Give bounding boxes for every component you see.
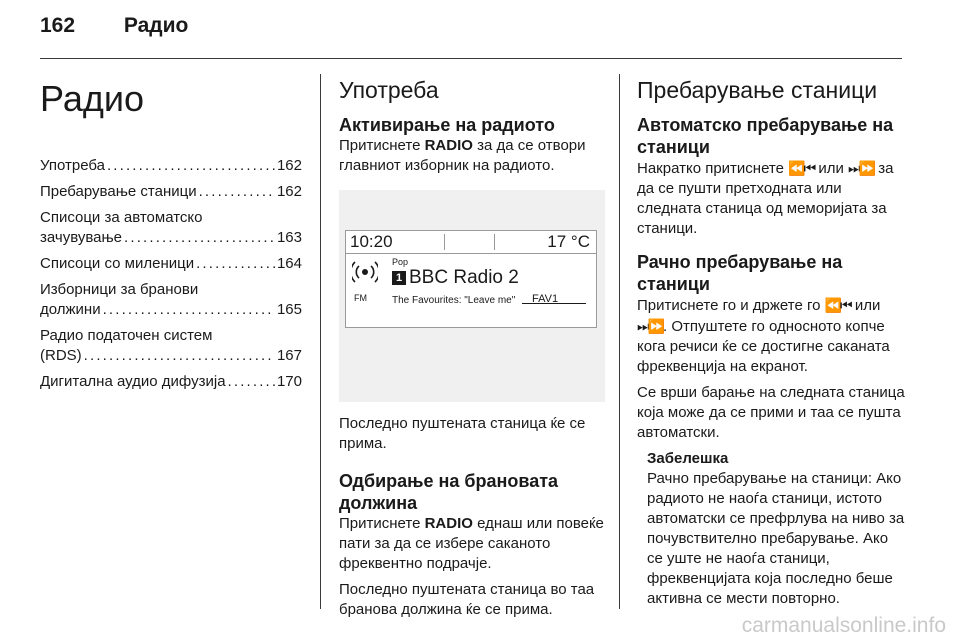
toc-leader-dots [84,346,275,366]
toc-leader-dots [196,254,275,274]
station-search-column [637,70,907,615]
toc-entry-line: Радио податочен систем [40,327,213,344]
watermark: carmanualsonline.info [741,614,946,637]
radio-text: The Favourites: "Leave me" [392,295,516,306]
toc-page-number: 164 [276,255,302,272]
toc-entry-title: (RDS) [40,347,82,364]
toc-entry-title: должини [40,301,101,318]
toc-column [40,70,302,398]
activate-text: Притиснете RADIO за да се отвори главниот изборник на радиото. [339,137,586,174]
display-status-bar [346,231,596,254]
note-text: Рачно пребарување на станици: Ако радиото не наоѓа станици, истото автоматски се префрлува на ниво за почувствително пребарување. Ако се уште не наоѓа станици, фреквенцијата која последно беше активна се мести повторно. [647,470,905,607]
last-played-text: Последно пуштената станица ќе се прима. [339,415,586,452]
toc-leader-dots [228,372,275,392]
subtitle-band: Одбирање на брановата должина [339,471,559,513]
toc-leader-dots [107,156,275,176]
subtitle-auto-search: Автоматско пребарување на станици [637,115,894,157]
seek-back-icon: ⏪⏮ [788,160,815,176]
toc-entry-line: Изборници за бранови [40,281,199,298]
toc-entry-title: зачувување [40,229,123,246]
chapter-title: Радио [40,78,144,119]
band-text: Притиснете RADIO еднаш или повеќе пати за да се избере саканото фреквентно подрачје. [339,515,604,572]
toc-entry[interactable] [40,280,302,320]
band-last-text: Последно пуштената станица во таа бранова должина ќе се прима. [339,581,595,618]
toc-entry-title: Списоци со миленици [40,255,195,272]
toc-entry[interactable] [40,156,302,176]
header-rule [40,58,902,59]
manual-search-text: Притиснете го и држете го ⏪⏮ или ⏭⏩. Отпуштете го односното копче кога речиси ќе се достигне саканата фреквенција на екранот. [637,297,890,375]
page-header [40,14,188,38]
preset-number: 1 [392,271,406,285]
section-title-search: Пребарување станици [637,77,878,103]
toc-entry[interactable] [40,182,302,202]
toc-entry-title: Употреба [40,157,105,174]
toc-entry[interactable] [40,326,302,366]
radio-display-figure [339,190,605,402]
toc-leader-dots [103,300,275,320]
auto-search-text: Накратко притиснете ⏪⏮ или ⏭⏩ за да се пушти претходната или следната станица од меморијата за станици. [637,160,894,237]
seek-forward-icon: ⏭⏩ [848,160,875,176]
toc-page-number: 165 [276,301,302,318]
toc-page-number: 163 [276,229,302,246]
clock: 10:20 [350,232,393,251]
subtitle-manual-search: Рачно пребарување на станици [637,252,843,294]
radio-wave-icon [352,259,378,289]
page-number: 162 [40,14,76,37]
toc-entry[interactable] [40,254,302,274]
seek-back-icon: ⏪⏮ [824,297,851,313]
radio-key: RADIO [424,515,473,532]
toc-entry-line: Списоци за автоматско [40,209,203,226]
radio-key: RADIO [424,137,473,154]
note-box [647,449,907,609]
radio-display [345,230,597,328]
toc-list [40,156,302,392]
toc-page-number: 170 [276,373,302,390]
section-title-usage: Употреба [339,77,439,103]
running-title: Радио [123,14,189,37]
manual-search-auto-text: Се врши барање на следната станица која може да се прими и таа се пушта автоматски. [637,384,905,441]
temperature: 17 °C [547,232,590,251]
column-divider [320,74,321,609]
column-divider [619,74,620,609]
band-label: FM [354,293,367,303]
station-name: 1 BBC Radio 2 [392,267,519,289]
toc-page-number: 167 [276,347,302,364]
usage-column [339,70,605,626]
toc-page-number: 162 [276,183,302,200]
toc-leader-dots [124,228,275,248]
seek-forward-icon: ⏭⏩ [637,318,664,334]
toc-entry-title: Пребарување станици [40,183,197,200]
toc-entry-title: Дигитална аудио дифузија [40,373,226,390]
program-type: Pop [392,257,409,267]
subtitle-activate: Активирање на радиото [339,115,555,135]
note-title: Забелешка [647,450,729,467]
toc-entry[interactable] [40,372,302,392]
favourite-label: FAV1 [532,293,559,305]
toc-entry[interactable] [40,208,302,248]
toc-page-number: 162 [276,157,302,174]
toc-leader-dots [199,182,275,202]
